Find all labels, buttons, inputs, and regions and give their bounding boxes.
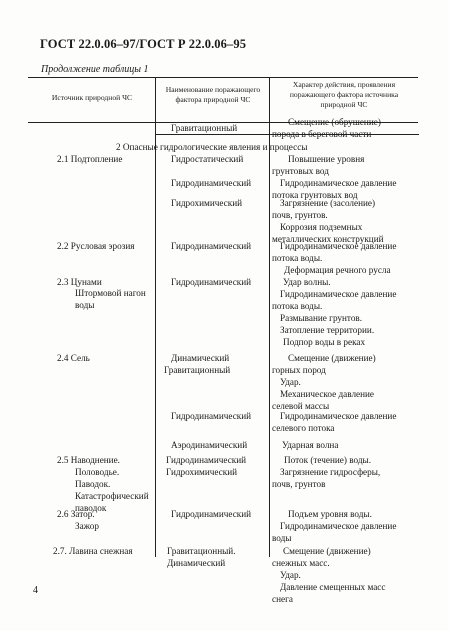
row-6-source-3: воды [75, 300, 95, 310]
row-10-source-3: Паводок. [75, 479, 111, 489]
section-title: 2 Опасные гидрологические явления и процессы [116, 142, 308, 152]
column-header-source: Источник природной ЧС [51, 93, 133, 102]
row-10-effect-3: почв, грунтов [272, 479, 326, 489]
row-7-source: 2.4 Сель [57, 353, 90, 363]
row-2-source: 2.1 Подтопление [57, 154, 123, 164]
row-4-effect-2: почв, грунтов. [272, 210, 328, 220]
row-9-effect-1: Ударная волна [282, 440, 339, 450]
row-7-effect-4: Механическое давление [280, 389, 375, 399]
row-12-source: 2.7. Лавина снежная [53, 546, 133, 556]
row-11-effect-2: Гидродинамическое давление [280, 521, 397, 531]
column-header-effect: Характер действия, проявления поражающего фактора источника природной ЧС [289, 80, 399, 109]
row-8-effect-1: Гидродинамическое давление [280, 411, 397, 421]
row-7-factor: Динамический [171, 353, 230, 363]
row-5-effect-2: потока воды. [272, 253, 323, 263]
row-8-factor: Гидродинамический [171, 411, 252, 421]
row-3-factor: Гидродинамический [171, 178, 252, 188]
row-4-effect-4: металлических конструкций [272, 234, 384, 244]
row-5-effect-3: Деформация речного русла [284, 265, 391, 275]
row-10-effect-2: Загрязнение гидросферы, [280, 467, 381, 477]
row-5-effect-1: Гидродинамическое давление [280, 241, 397, 251]
document-header: ГОСТ 22.0.06–97/ГОСТ Р 22.0.06–95 [40, 37, 247, 51]
row-11-effect-1: Подъем уровня воды. [288, 509, 372, 519]
row-12-effect-2: снежных масс. [272, 558, 330, 568]
row-1-factor: Гравитационный [171, 123, 238, 133]
row-12-factor: Гравитационный. [167, 546, 236, 556]
row-2-factor: Гидростатический [171, 154, 244, 164]
row-12-effect-1: Смещение (движение) [283, 546, 371, 556]
page-number: 4 [33, 585, 38, 596]
row-3-effect-2: потока грунтовых вод [272, 190, 358, 200]
row-6-effect-1: Удар волны. [283, 277, 331, 287]
row-1-effect-2: порода в береговой части [272, 129, 372, 139]
row-6-effect-2: Гидродинамическое давление [280, 289, 397, 299]
row-10-source-4: Катастрофический [75, 491, 149, 501]
row-10-source-2: Половодье. [75, 467, 120, 477]
row-4-effect-1: Загрязнение (засоление) [280, 198, 376, 208]
row-6-factor: Гидродинамический [171, 277, 252, 287]
row-6-source: 2.3 Цунами [57, 277, 102, 287]
row-10-source-5: паводок [75, 503, 107, 513]
row-10-factor-2: Гидрохимический [166, 467, 238, 477]
row-2-effect-1: Повышение уровня [288, 154, 365, 164]
table-continuation-label: Продолжение таблицы 1 [41, 64, 149, 75]
row-11-factor: Гидродинамический [171, 509, 252, 519]
row-7-effect-2: горных пород [272, 365, 326, 375]
row-10-factor: Гидродинамический [166, 455, 247, 465]
row-7-effect-5: селевой массы [272, 401, 330, 411]
row-1-effect-1: Смещение (обрушение) [288, 117, 381, 127]
row-5-source: 2.2 Русловая эрозия [57, 241, 135, 251]
row-6-effect-5: Затопление территории. [280, 325, 375, 335]
row-6-source-2: Штормовой нагон [75, 288, 146, 298]
row-4-effect-3: Коррозия подземных [280, 222, 363, 232]
row-5-factor: Гидродинамический [171, 241, 252, 251]
row-12-effect-4: Давление смещенных масс [280, 582, 386, 592]
row-10-source: 2.5 Наводнение. [57, 455, 120, 465]
row-9-factor: Аэродинамический [171, 440, 248, 450]
row-7-effect-3: Удар. [280, 377, 301, 387]
row-11-effect-3: воды [272, 533, 292, 543]
row-6-effect-4: Размывание грунтов. [280, 313, 363, 323]
row-12-factor-2: Динамический [167, 558, 226, 568]
row-11-source-2: Зажор [75, 521, 99, 531]
row-4-factor: Гидрохимический [171, 198, 243, 208]
row-12-effect-5: снега [272, 594, 293, 604]
row-6-effect-6: Подпор воды в реках [283, 337, 366, 347]
row-3-effect-1: Гидродинамическое давление [280, 178, 397, 188]
row-8-effect-2: селевого потока [272, 423, 335, 433]
column-header-factor: Наименование поражающего фактора природной ЧС [165, 85, 261, 104]
row-11-source: 2.6 Затор. [57, 509, 95, 519]
row-12-effect-3: Удар. [280, 570, 301, 580]
row-6-effect-3: потока воды. [272, 301, 323, 311]
row-10-effect-1: Поток (течение) воды. [284, 455, 371, 465]
row-2-effect-2: грунтовых вод [272, 166, 329, 176]
row-7-factor-2: Гравитационный [164, 365, 231, 375]
row-7-effect-1: Смещение (движение) [288, 353, 376, 363]
